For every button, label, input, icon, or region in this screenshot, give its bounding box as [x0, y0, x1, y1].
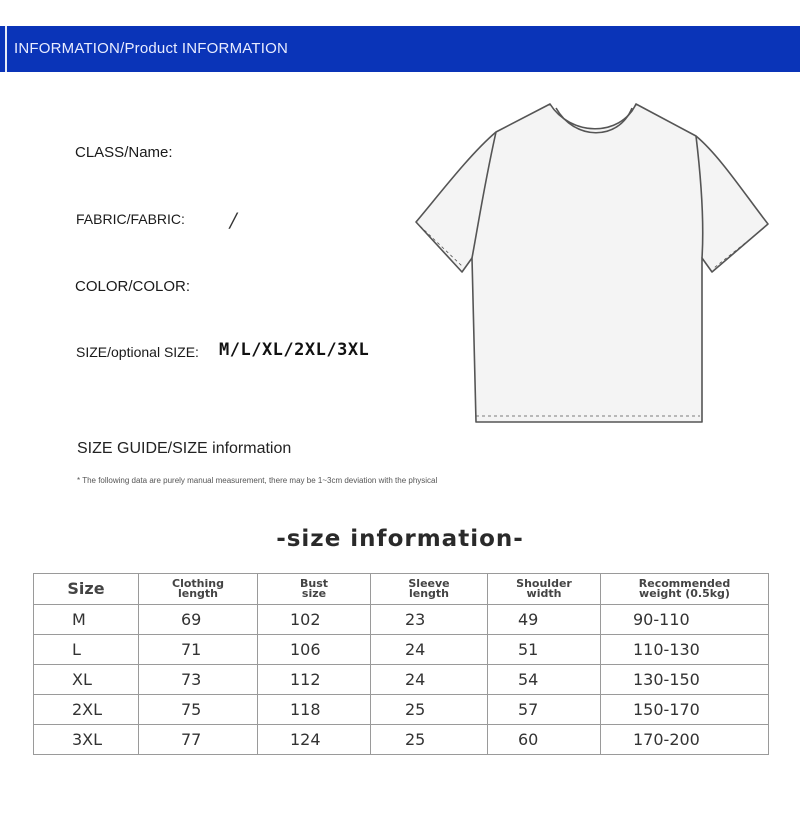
cell-sleeve-length: 24: [371, 665, 488, 695]
cell-bust-size: 112: [258, 665, 371, 695]
table-row: [34, 605, 769, 635]
cell-recommended-weight: 110-130: [601, 635, 769, 665]
table-row: [34, 725, 769, 755]
cell-size: 3XL: [34, 725, 139, 755]
cell-recommended-weight: 130-150: [601, 665, 769, 695]
header-sleeve-length: Sleeve length: [371, 574, 488, 605]
table-row: [34, 665, 769, 695]
size-label: SIZE/optional SIZE:: [76, 344, 199, 360]
size-guide-note: * The following data are purely manual measurement, there may be 1~3cm deviation with the physical: [77, 476, 438, 485]
size-guide-title: SIZE GUIDE/SIZE information: [77, 440, 292, 457]
table-header-row: [34, 574, 769, 605]
header-shoulder-width: Shoulder width: [488, 574, 601, 605]
header-clothing-length: Clothing length: [139, 574, 258, 605]
cell-recommended-weight: 90-110: [601, 605, 769, 635]
cell-shoulder-width: 57: [488, 695, 601, 725]
cell-size: 2XL: [34, 695, 139, 725]
cell-recommended-weight: 150-170: [601, 695, 769, 725]
cell-sleeve-length: 24: [371, 635, 488, 665]
fabric-label: FABRIC/FABRIC:: [76, 211, 185, 227]
header-size: Size: [34, 574, 139, 605]
cell-sleeve-length: 25: [371, 695, 488, 725]
header-title: INFORMATION/Product INFORMATION: [14, 40, 288, 57]
cell-clothing-length: 71: [139, 635, 258, 665]
class-label: CLASS/Name:: [75, 144, 173, 161]
cell-recommended-weight: 170-200: [601, 725, 769, 755]
cell-bust-size: 106: [258, 635, 371, 665]
header-recommended-weight: Recommended weight (0.5kg): [601, 574, 769, 605]
cell-clothing-length: 75: [139, 695, 258, 725]
cell-clothing-length: 77: [139, 725, 258, 755]
cell-bust-size: 102: [258, 605, 371, 635]
cell-bust-size: 118: [258, 695, 371, 725]
cell-shoulder-width: 49: [488, 605, 601, 635]
t-shirt-outline-icon: [410, 96, 770, 426]
header-bust-size: Bust size: [258, 574, 371, 605]
size-table: [33, 573, 769, 755]
fabric-value: /: [230, 208, 237, 232]
header-banner: [0, 26, 800, 72]
cell-sleeve-length: 25: [371, 725, 488, 755]
cell-bust-size: 124: [258, 725, 371, 755]
cell-clothing-length: 73: [139, 665, 258, 695]
cell-size: M: [34, 605, 139, 635]
cell-shoulder-width: 51: [488, 635, 601, 665]
cell-shoulder-width: 60: [488, 725, 601, 755]
size-value: M/L/XL/2XL/3XL: [219, 340, 370, 360]
cell-size: XL: [34, 665, 139, 695]
banner-edge-line: [5, 26, 7, 72]
cell-clothing-length: 69: [139, 605, 258, 635]
cell-size: L: [34, 635, 139, 665]
table-row: [34, 635, 769, 665]
cell-sleeve-length: 23: [371, 605, 488, 635]
table-row: [34, 695, 769, 725]
color-label: COLOR/COLOR:: [75, 278, 191, 295]
cell-shoulder-width: 54: [488, 665, 601, 695]
size-table-heading: -size information-: [276, 526, 524, 552]
